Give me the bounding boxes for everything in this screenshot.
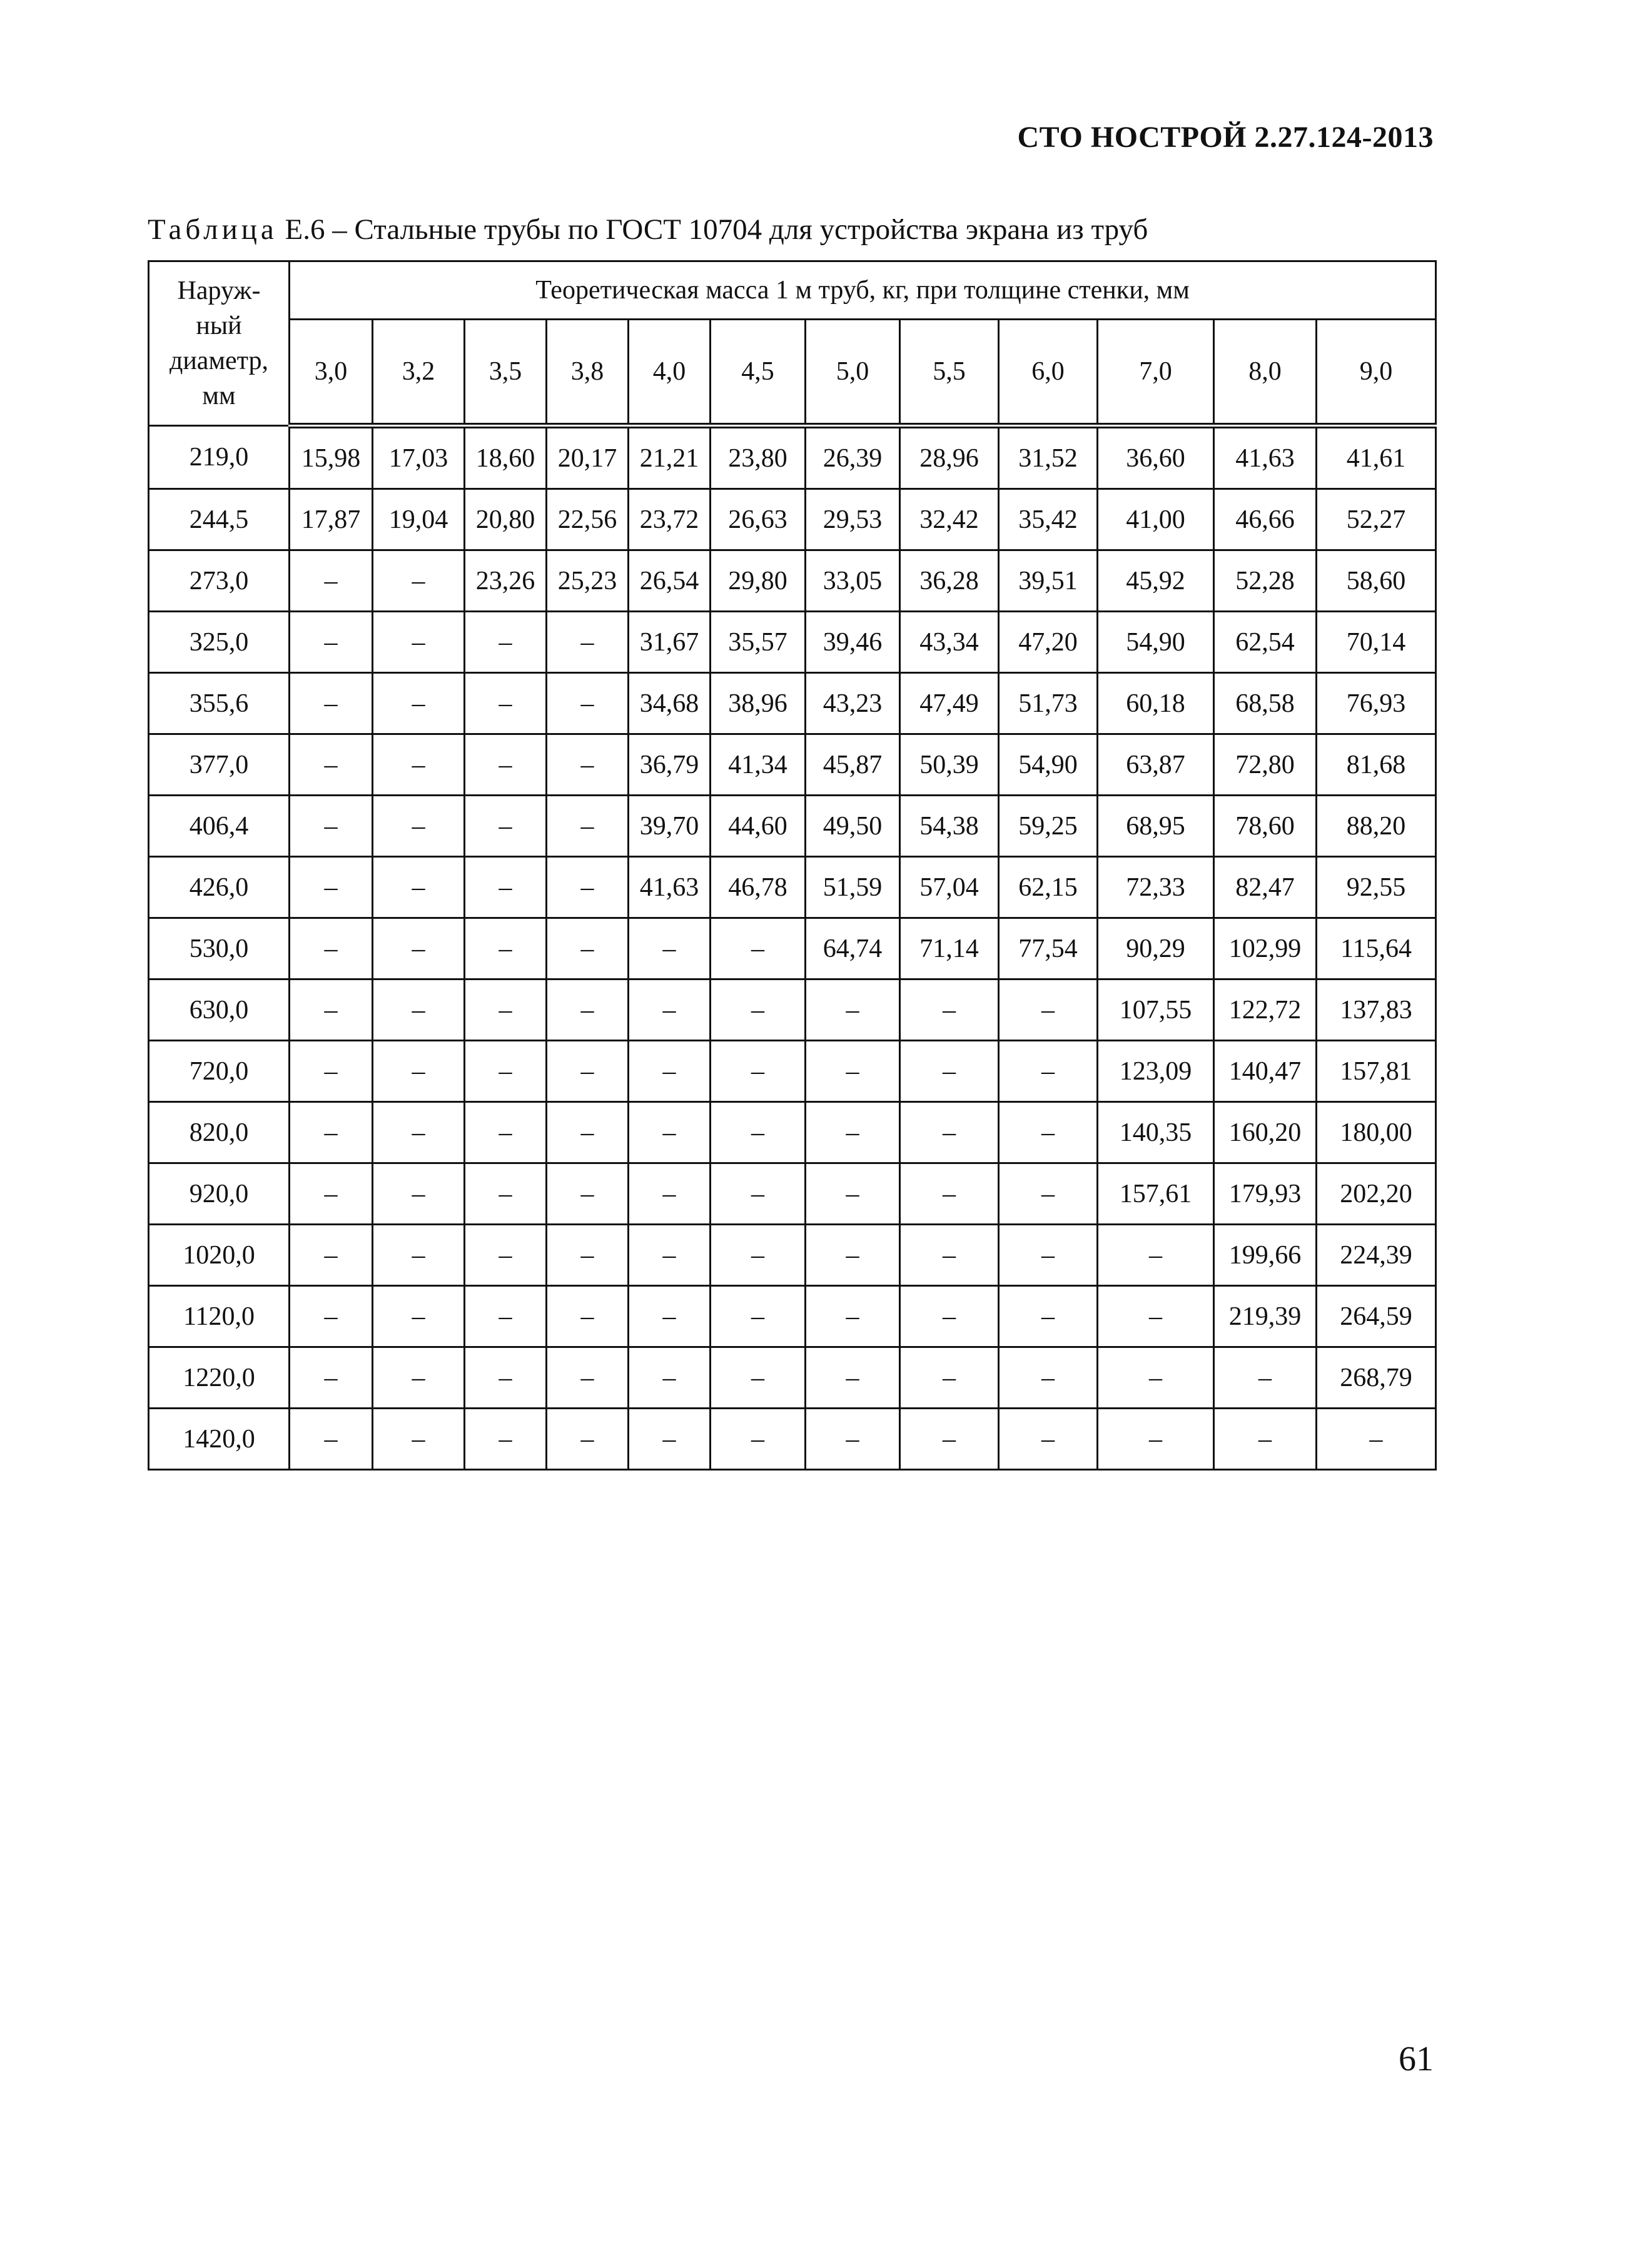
mass-cell: 59,25 — [999, 796, 1098, 857]
diameter-header-line: ный — [196, 311, 242, 340]
diameter-cell: 820,0 — [149, 1102, 290, 1163]
mass-cell: – — [465, 1041, 547, 1102]
thickness-header: 5,5 — [900, 320, 999, 426]
mass-cell: 68,95 — [1098, 796, 1214, 857]
mass-cell: 107,55 — [1098, 980, 1214, 1041]
mass-cell: – — [465, 1347, 547, 1409]
mass-cell: 15,98 — [290, 426, 373, 489]
mass-cell: – — [999, 1225, 1098, 1286]
diameter-column-header — [149, 261, 290, 426]
table-row — [149, 1409, 1436, 1470]
mass-cell: 23,72 — [629, 489, 711, 550]
table-row — [149, 1102, 1436, 1163]
mass-cell: – — [290, 918, 373, 980]
table-row — [149, 918, 1436, 980]
mass-cell: – — [1317, 1409, 1436, 1470]
mass-cell: – — [373, 550, 465, 612]
mass-cell: – — [290, 1409, 373, 1470]
diameter-cell: 273,0 — [149, 550, 290, 612]
mass-cell: – — [629, 1286, 711, 1347]
mass-cell: 44,60 — [711, 796, 806, 857]
mass-cell: – — [806, 1041, 900, 1102]
mass-cell: – — [1098, 1409, 1214, 1470]
mass-cell: 62,54 — [1214, 612, 1317, 673]
table-row — [149, 612, 1436, 673]
mass-cell: 18,60 — [465, 426, 547, 489]
table-caption-label: Таблица — [148, 213, 278, 246]
mass-cell: 36,79 — [629, 734, 711, 796]
mass-cell: 43,34 — [900, 612, 999, 673]
mass-cell: – — [373, 1225, 465, 1286]
mass-cell: 41,61 — [1317, 426, 1436, 489]
mass-cell: – — [999, 1409, 1098, 1470]
mass-cell: 268,79 — [1317, 1347, 1436, 1409]
mass-cell: 60,18 — [1098, 673, 1214, 734]
mass-cell: 39,46 — [806, 612, 900, 673]
mass-cell: – — [711, 1409, 806, 1470]
mass-cell: – — [999, 1347, 1098, 1409]
mass-cell: 35,57 — [711, 612, 806, 673]
table-row — [149, 489, 1436, 550]
diameter-cell: 219,0 — [149, 426, 290, 489]
mass-cell: – — [806, 1347, 900, 1409]
table-row — [149, 1041, 1436, 1102]
mass-cell: – — [629, 980, 711, 1041]
mass-cell: 19,04 — [373, 489, 465, 550]
mass-cell: – — [711, 1102, 806, 1163]
mass-cell: – — [465, 918, 547, 980]
mass-cell: 25,23 — [547, 550, 629, 612]
table-row — [149, 857, 1436, 918]
mass-cell: 123,09 — [1098, 1041, 1214, 1102]
mass-cell: 140,47 — [1214, 1041, 1317, 1102]
mass-cell: 45,92 — [1098, 550, 1214, 612]
mass-cell: – — [373, 796, 465, 857]
mass-cell: – — [465, 796, 547, 857]
mass-cell: – — [373, 918, 465, 980]
diameter-cell: 244,5 — [149, 489, 290, 550]
mass-cell: – — [999, 1163, 1098, 1225]
mass-cell: 68,58 — [1214, 673, 1317, 734]
mass-cell: 39,51 — [999, 550, 1098, 612]
thickness-header: 3,2 — [373, 320, 465, 426]
mass-cell: – — [547, 1102, 629, 1163]
thickness-header: 3,8 — [547, 320, 629, 426]
mass-cell: – — [465, 1286, 547, 1347]
mass-cell: – — [290, 980, 373, 1041]
diameter-cell: 377,0 — [149, 734, 290, 796]
mass-cell: 179,93 — [1214, 1163, 1317, 1225]
mass-cell: 34,68 — [629, 673, 711, 734]
mass-cell: – — [711, 918, 806, 980]
mass-cell: – — [1098, 1286, 1214, 1347]
mass-cell: – — [465, 1102, 547, 1163]
mass-cell: – — [547, 612, 629, 673]
mass-cell: 28,96 — [900, 426, 999, 489]
mass-cell: – — [806, 1102, 900, 1163]
mass-cell: – — [806, 1286, 900, 1347]
mass-cell: 46,78 — [711, 857, 806, 918]
mass-cell: 58,60 — [1317, 550, 1436, 612]
mass-cell: – — [711, 1225, 806, 1286]
mass-cell: 17,87 — [290, 489, 373, 550]
mass-cell: – — [806, 980, 900, 1041]
mass-cell: – — [373, 673, 465, 734]
mass-cell: – — [465, 673, 547, 734]
mass-cell: 63,87 — [1098, 734, 1214, 796]
diameter-cell: 1220,0 — [149, 1347, 290, 1409]
table-row — [149, 550, 1436, 612]
mass-cell: 157,81 — [1317, 1041, 1436, 1102]
mass-cell: – — [900, 1409, 999, 1470]
mass-cell: – — [290, 796, 373, 857]
mass-cell: 31,67 — [629, 612, 711, 673]
mass-cell: 180,00 — [1317, 1102, 1436, 1163]
mass-cell: – — [711, 1347, 806, 1409]
mass-cell: – — [373, 1347, 465, 1409]
mass-cell: – — [465, 980, 547, 1041]
mass-cell: 140,35 — [1098, 1102, 1214, 1163]
mass-cell: – — [465, 734, 547, 796]
mass-cell: 54,90 — [999, 734, 1098, 796]
mass-cell: 137,83 — [1317, 980, 1436, 1041]
mass-cell: – — [547, 1163, 629, 1225]
table-row — [149, 796, 1436, 857]
mass-cell: 264,59 — [1317, 1286, 1436, 1347]
mass-cell: 41,63 — [629, 857, 711, 918]
mass-cell: 157,61 — [1098, 1163, 1214, 1225]
mass-cell: – — [465, 857, 547, 918]
thickness-header: 3,0 — [290, 320, 373, 426]
mass-cell: – — [290, 550, 373, 612]
table-row — [149, 673, 1436, 734]
mass-cell: 92,55 — [1317, 857, 1436, 918]
mass-cell: – — [999, 1102, 1098, 1163]
mass-cell: – — [629, 1041, 711, 1102]
mass-cell: – — [373, 734, 465, 796]
table-row — [149, 1347, 1436, 1409]
mass-cell: 88,20 — [1317, 796, 1436, 857]
mass-cell: – — [547, 1409, 629, 1470]
mass-cell: – — [547, 857, 629, 918]
mass-cell: 202,20 — [1317, 1163, 1436, 1225]
mass-cell: – — [373, 857, 465, 918]
mass-cell: – — [629, 1347, 711, 1409]
mass-cell: 43,23 — [806, 673, 900, 734]
mass-cell: 122,72 — [1214, 980, 1317, 1041]
mass-cell: 38,96 — [711, 673, 806, 734]
mass-cell: 29,80 — [711, 550, 806, 612]
thickness-header: 6,0 — [999, 320, 1098, 426]
table-row — [149, 1225, 1436, 1286]
mass-cell: 47,49 — [900, 673, 999, 734]
mass-cell: 224,39 — [1317, 1225, 1436, 1286]
thickness-header: 9,0 — [1317, 320, 1436, 426]
mass-cell: – — [547, 980, 629, 1041]
mass-cell: 22,56 — [547, 489, 629, 550]
mass-cell: – — [999, 1041, 1098, 1102]
mass-cell: – — [1214, 1347, 1317, 1409]
mass-cell: 36,28 — [900, 550, 999, 612]
mass-cell: – — [547, 918, 629, 980]
table-row — [149, 980, 1436, 1041]
mass-cell: – — [900, 1041, 999, 1102]
diameter-cell: 1020,0 — [149, 1225, 290, 1286]
mass-cell: 26,63 — [711, 489, 806, 550]
mass-cell: – — [547, 673, 629, 734]
table-row — [149, 1163, 1436, 1225]
mass-cell: 20,17 — [547, 426, 629, 489]
thickness-header: 4,0 — [629, 320, 711, 426]
mass-cell: 31,52 — [999, 426, 1098, 489]
page-number: 61 — [1399, 2040, 1434, 2078]
mass-cell: 51,59 — [806, 857, 900, 918]
mass-cell: 21,21 — [629, 426, 711, 489]
mass-cell: – — [373, 980, 465, 1041]
mass-cell: – — [547, 796, 629, 857]
mass-cell: 64,74 — [806, 918, 900, 980]
thickness-header: 5,0 — [806, 320, 900, 426]
mass-cell: 49,50 — [806, 796, 900, 857]
table-caption-text: Е.6 – Стальные трубы по ГОСТ 10704 для устройства экрана из труб — [277, 213, 1148, 246]
mass-cell: – — [465, 1409, 547, 1470]
mass-cell: 50,39 — [900, 734, 999, 796]
mass-cell: – — [465, 1225, 547, 1286]
mass-cell: – — [629, 1409, 711, 1470]
thickness-header: 3,5 — [465, 320, 547, 426]
thickness-header: 7,0 — [1098, 320, 1214, 426]
diameter-cell: 1120,0 — [149, 1286, 290, 1347]
mass-cell: 46,66 — [1214, 489, 1317, 550]
mass-cell: 72,80 — [1214, 734, 1317, 796]
mass-cell: 45,87 — [806, 734, 900, 796]
mass-cell: – — [547, 1225, 629, 1286]
mass-cell: 39,70 — [629, 796, 711, 857]
mass-cell: 102,99 — [1214, 918, 1317, 980]
diameter-cell: 630,0 — [149, 980, 290, 1041]
mass-cell: 62,15 — [999, 857, 1098, 918]
mass-cell: 17,03 — [373, 426, 465, 489]
mass-cell: – — [900, 1225, 999, 1286]
pipe-mass-table — [148, 260, 1437, 1471]
mass-cell: – — [711, 1163, 806, 1225]
diameter-cell: 720,0 — [149, 1041, 290, 1102]
mass-cell: – — [1098, 1347, 1214, 1409]
mass-cell: 219,39 — [1214, 1286, 1317, 1347]
mass-cell: – — [373, 1102, 465, 1163]
mass-cell: 78,60 — [1214, 796, 1317, 857]
mass-cell: – — [290, 673, 373, 734]
diameter-cell: 920,0 — [149, 1163, 290, 1225]
document-code: СТО НОСТРОЙ 2.27.124-2013 — [1017, 121, 1434, 154]
mass-cell: 70,14 — [1317, 612, 1436, 673]
mass-cell: – — [547, 734, 629, 796]
table-row — [149, 426, 1436, 489]
mass-cell: 71,14 — [900, 918, 999, 980]
mass-cell: – — [806, 1225, 900, 1286]
mass-cell: 36,60 — [1098, 426, 1214, 489]
mass-cell: – — [290, 1041, 373, 1102]
mass-cell: 115,64 — [1317, 918, 1436, 980]
mass-cell: – — [900, 980, 999, 1041]
mass-cell: – — [290, 1347, 373, 1409]
mass-cell: – — [373, 1409, 465, 1470]
mass-cell: – — [900, 1102, 999, 1163]
mass-cell: 54,38 — [900, 796, 999, 857]
mass-cell: – — [629, 1163, 711, 1225]
diameter-cell: 530,0 — [149, 918, 290, 980]
mass-cell: 47,20 — [999, 612, 1098, 673]
table-row — [149, 734, 1436, 796]
mass-cell: – — [290, 612, 373, 673]
thickness-header: 4,5 — [711, 320, 806, 426]
mass-cell: – — [711, 1041, 806, 1102]
mass-cell: 26,54 — [629, 550, 711, 612]
mass-cell: 90,29 — [1098, 918, 1214, 980]
mass-cell: 51,73 — [999, 673, 1098, 734]
mass-cell: – — [711, 1286, 806, 1347]
mass-cell: – — [290, 1102, 373, 1163]
mass-cell: – — [290, 734, 373, 796]
mass-cell: – — [290, 1225, 373, 1286]
mass-cell: – — [999, 1286, 1098, 1347]
mass-cell: – — [806, 1163, 900, 1225]
mass-cell: – — [711, 980, 806, 1041]
mass-cell: 77,54 — [999, 918, 1098, 980]
mass-cell: 41,34 — [711, 734, 806, 796]
mass-cell: – — [290, 1286, 373, 1347]
table-row — [149, 1286, 1436, 1347]
diameter-cell: 406,4 — [149, 796, 290, 857]
mass-cell: 52,28 — [1214, 550, 1317, 612]
mass-cell: – — [900, 1286, 999, 1347]
mass-cell: – — [629, 1102, 711, 1163]
mass-cell: – — [547, 1286, 629, 1347]
mass-cell: 33,05 — [806, 550, 900, 612]
diameter-header-line: диаметр, — [169, 347, 269, 375]
mass-cell: 41,00 — [1098, 489, 1214, 550]
diameter-header-line: мм — [202, 382, 236, 410]
mass-cell: – — [373, 1041, 465, 1102]
diameter-cell: 1420,0 — [149, 1409, 290, 1470]
diameter-cell: 426,0 — [149, 857, 290, 918]
mass-cell: 199,66 — [1214, 1225, 1317, 1286]
mass-cell: – — [806, 1409, 900, 1470]
mass-cell: 52,27 — [1317, 489, 1436, 550]
mass-cell: – — [465, 1163, 547, 1225]
diameter-cell: 355,6 — [149, 673, 290, 734]
mass-cell: 76,93 — [1317, 673, 1436, 734]
mass-cell: 23,26 — [465, 550, 547, 612]
mass-cell: – — [373, 612, 465, 673]
mass-cell: 20,80 — [465, 489, 547, 550]
diameter-cell: 325,0 — [149, 612, 290, 673]
mass-cell: 160,20 — [1214, 1102, 1317, 1163]
mass-cell: 72,33 — [1098, 857, 1214, 918]
mass-cell: – — [629, 1225, 711, 1286]
mass-cell: 23,80 — [711, 426, 806, 489]
mass-cell: – — [465, 612, 547, 673]
mass-cell: 82,47 — [1214, 857, 1317, 918]
mass-cell: – — [547, 1041, 629, 1102]
mass-cell: – — [290, 1163, 373, 1225]
mass-cell: – — [1098, 1225, 1214, 1286]
mass-cell: 54,90 — [1098, 612, 1214, 673]
diameter-header-line: Наруж- — [177, 276, 261, 305]
mass-cell: 57,04 — [900, 857, 999, 918]
mass-cell: – — [999, 980, 1098, 1041]
thickness-header: 8,0 — [1214, 320, 1317, 426]
mass-cell: – — [629, 918, 711, 980]
mass-cell: 29,53 — [806, 489, 900, 550]
mass-cell: – — [900, 1347, 999, 1409]
table-caption — [148, 213, 1148, 246]
mass-cell: 32,42 — [900, 489, 999, 550]
mass-group-header: Теоретическая масса 1 м труб, кг, при толщине стенки, мм — [290, 261, 1436, 320]
mass-cell: – — [900, 1163, 999, 1225]
mass-cell: – — [1214, 1409, 1317, 1470]
mass-cell: – — [373, 1163, 465, 1225]
mass-cell: 81,68 — [1317, 734, 1436, 796]
mass-cell: 35,42 — [999, 489, 1098, 550]
mass-cell: – — [373, 1286, 465, 1347]
mass-cell: 26,39 — [806, 426, 900, 489]
mass-cell: – — [290, 857, 373, 918]
mass-cell: – — [547, 1347, 629, 1409]
mass-cell: 41,63 — [1214, 426, 1317, 489]
